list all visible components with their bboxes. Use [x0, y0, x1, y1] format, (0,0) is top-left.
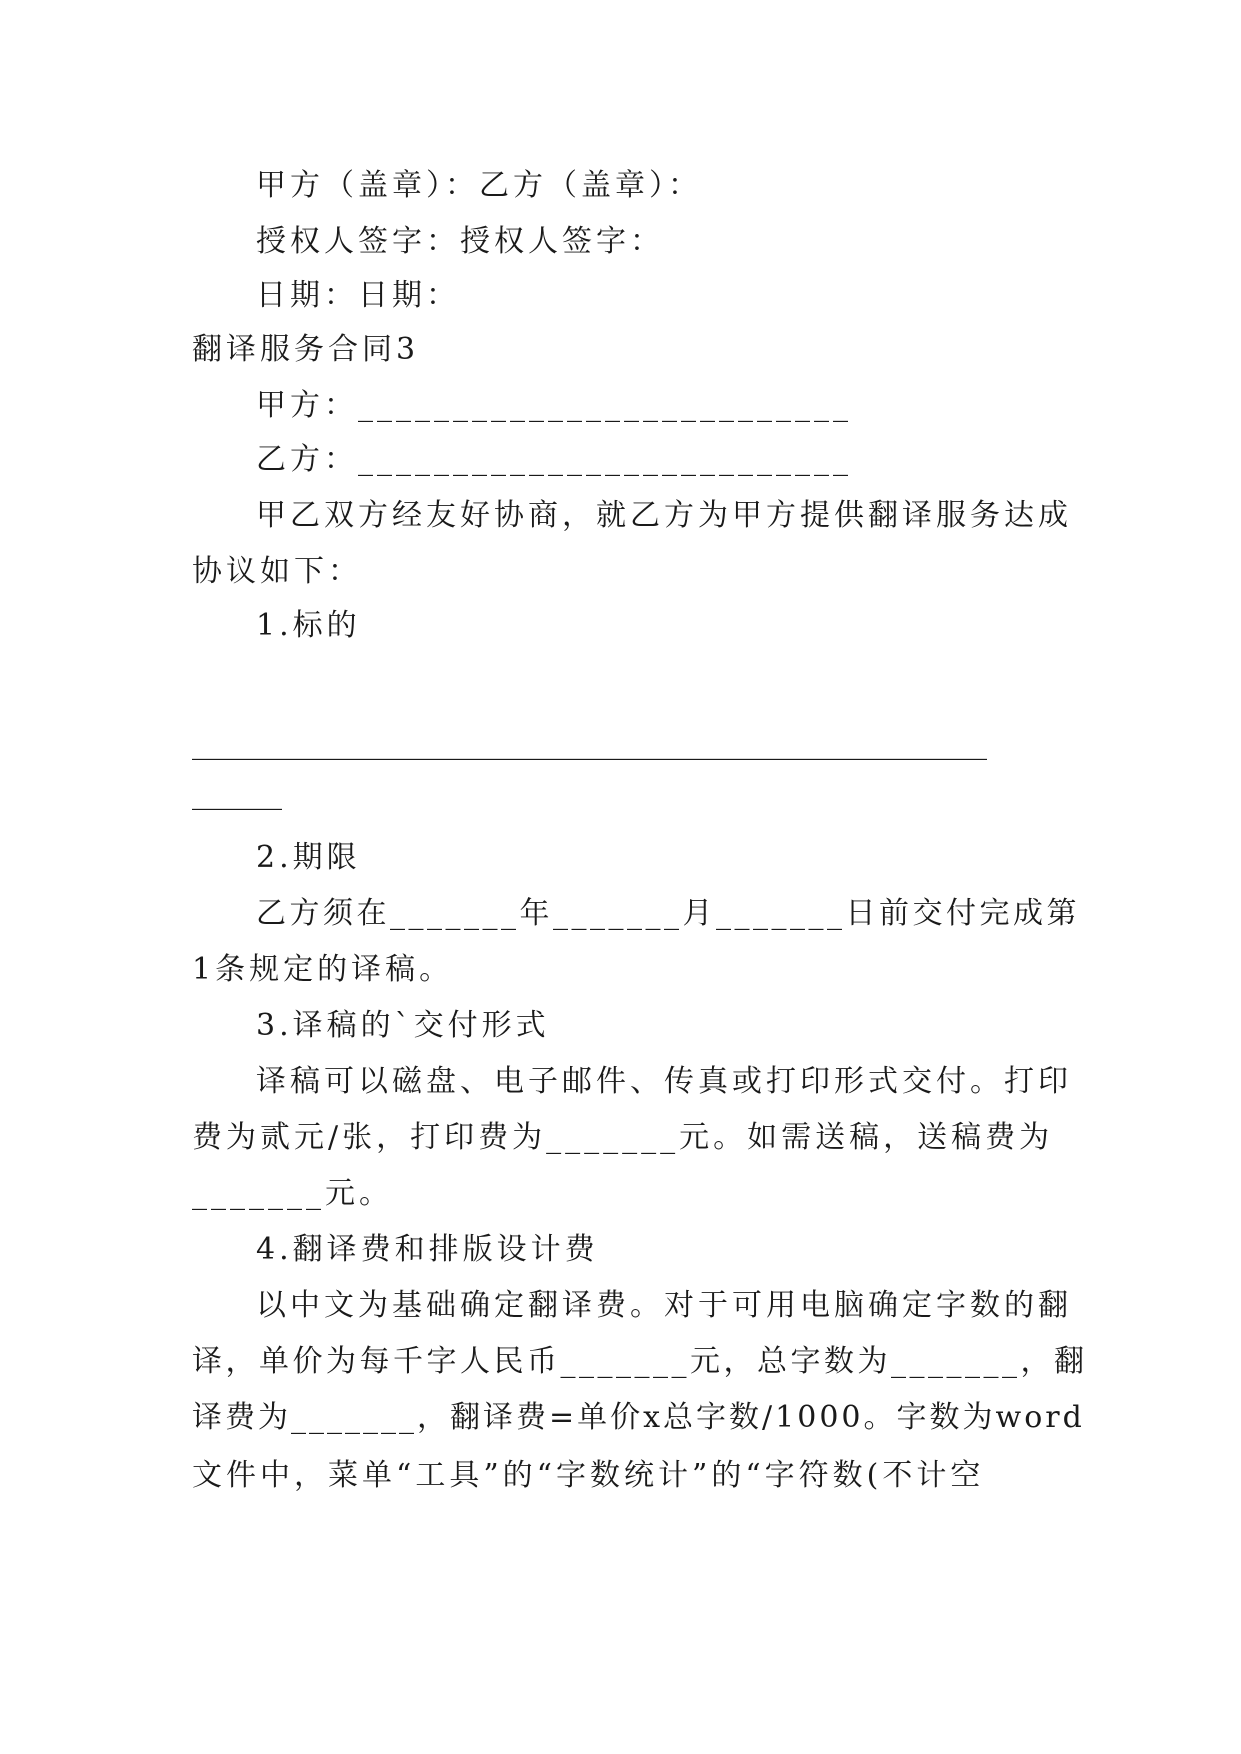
- fee-line-4: 文件中，菜单“工具”的“字数统计”的“字符数(不计空: [192, 1458, 985, 1493]
- contract-title: 翻译服务合同3: [192, 332, 420, 367]
- date-line: 日期：日期：: [256, 278, 460, 313]
- fee-line-2: 译，单价为每千字人民币_______元，总字数为_______，翻: [192, 1344, 1088, 1379]
- section-4-heading: 4.翻译费和排版设计费: [256, 1232, 599, 1267]
- delivery-line-2: 费为贰元/张，打印费为_______元。如需送稿，送稿费为: [192, 1120, 1054, 1155]
- section-3-heading: 3.译稿的`交付形式: [256, 1008, 550, 1043]
- fee-line-1: 以中文为基础确定翻译费。对于可用电脑确定字数的翻: [256, 1288, 1072, 1323]
- section-2-heading: 2.期限: [256, 840, 361, 875]
- preamble-line-2: 协议如下：: [192, 554, 362, 589]
- subject-blank-line-1: _____________________________________________________: [192, 726, 987, 761]
- preamble-line-1: 甲乙双方经友好协商，就乙方为甲方提供翻译服务达成: [256, 498, 1072, 533]
- party-b-line: 乙方：__________________________: [256, 442, 852, 477]
- party-a-line: 甲方：__________________________: [256, 388, 852, 423]
- signature-party-a-b-line: 甲方（盖章）：乙方（盖章）：: [256, 168, 702, 203]
- term-line-1: 乙方须在_______年_______月_______日前交付完成第: [256, 896, 1080, 931]
- delivery-line-1: 译稿可以磁盘、电子邮件、传真或打印形式交付。打印: [256, 1064, 1072, 1099]
- delivery-line-3: _______元。: [192, 1176, 393, 1211]
- section-1-heading: 1.标的: [256, 608, 361, 643]
- fee-line-3: 译费为_______，翻译费=单价x总字数/1000。字数为word: [192, 1400, 1085, 1435]
- authorized-signature-line: 授权人签字：授权人签字：: [256, 224, 664, 259]
- subject-blank-line-2: ______: [192, 776, 282, 811]
- term-line-2: 1条规定的译稿。: [192, 952, 454, 987]
